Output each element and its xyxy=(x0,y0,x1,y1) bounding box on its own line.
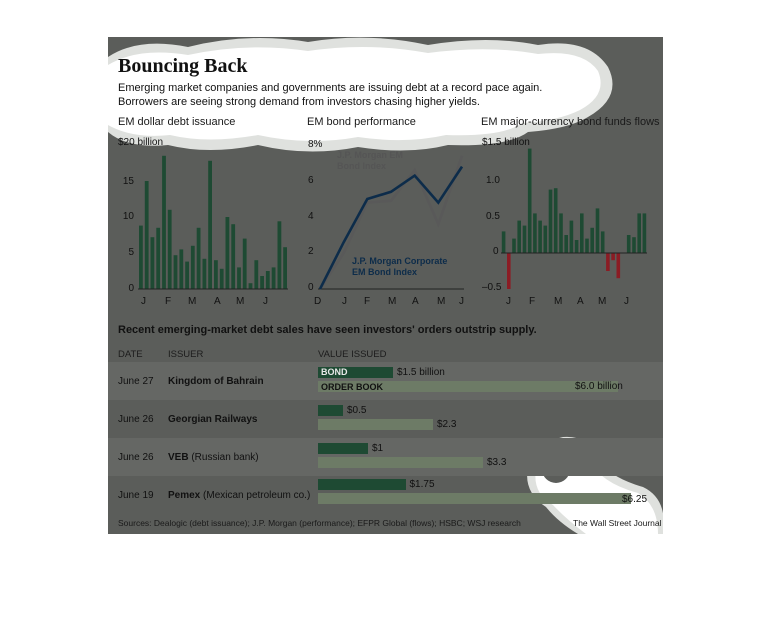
row-issuer-name: Kingdom of Bahrain xyxy=(168,376,264,387)
issuance-bar xyxy=(278,221,282,289)
row-date: June 27 xyxy=(118,376,154,387)
bond-legend-label: BOND xyxy=(321,367,348,377)
issuance-bar xyxy=(197,228,201,289)
flow-bar xyxy=(611,253,615,260)
row-date: June 26 xyxy=(118,414,154,425)
table-row xyxy=(108,476,663,514)
order-book-bar xyxy=(318,419,433,430)
row-issuer xyxy=(168,452,259,463)
issuance-bar xyxy=(220,269,224,289)
row-issuer xyxy=(168,376,264,387)
chart3-unit-label: $1.5 billion xyxy=(482,137,530,148)
flow-bar xyxy=(585,239,589,253)
chart2-unit-label: 8% xyxy=(308,139,323,150)
issuance-bar xyxy=(208,161,212,289)
chart1-xtick: J xyxy=(263,296,268,307)
bond-value-label: $0.5 xyxy=(347,405,367,416)
flow-bar xyxy=(502,231,506,253)
flow-bar xyxy=(570,221,574,253)
chart1-unit-label: $20 billion xyxy=(118,137,164,148)
row-issuer-note: (Russian bank) xyxy=(191,452,259,463)
chart1-ytick: 5 xyxy=(128,247,134,258)
issuance-bar xyxy=(231,224,235,289)
issuance-bar xyxy=(272,267,276,289)
flow-bar xyxy=(559,213,563,253)
chart1-bars xyxy=(138,145,288,295)
row-issuer-name: Georgian Railways xyxy=(168,414,258,425)
issuance-bar xyxy=(260,276,264,289)
issuance-bar xyxy=(156,228,160,289)
row-issuer-note: (Mexican petroleum co.) xyxy=(203,490,311,501)
chart3-ytick: –0.5 xyxy=(482,282,502,293)
flow-bar xyxy=(549,190,553,253)
chart3-ytick: 1.0 xyxy=(486,175,500,186)
flow-bar xyxy=(544,226,548,253)
table-row xyxy=(108,438,663,476)
chart1-ytick: 15 xyxy=(122,176,134,187)
series-label-index: J.P. Morgan EM Bond Index xyxy=(337,150,403,171)
table-row xyxy=(108,362,663,400)
issuance-bar xyxy=(283,247,287,289)
flow-bar xyxy=(554,188,558,253)
issuance-bar xyxy=(145,181,149,289)
chart1-title: EM dollar debt issuance xyxy=(118,116,236,128)
flow-bar xyxy=(643,213,647,253)
chart2-ytick: 0 xyxy=(308,282,314,293)
chart1-xtick: J xyxy=(141,296,146,307)
order-book-value-label: $6.25 xyxy=(622,494,648,505)
order-book-value-label: $3.3 xyxy=(487,457,507,468)
flow-bar xyxy=(596,208,600,253)
chart2-xtick: A xyxy=(412,296,419,307)
issuance-bar xyxy=(243,239,247,289)
order-book-legend-label: ORDER BOOK xyxy=(321,382,384,392)
issuance-bar xyxy=(185,262,189,289)
chart1-xtick: F xyxy=(165,296,172,307)
flow-bar xyxy=(528,149,532,253)
chart1-xtick: M xyxy=(188,296,197,307)
flow-bar xyxy=(580,213,584,253)
order-book-bar xyxy=(318,457,483,468)
table-row xyxy=(108,400,663,438)
flow-bar xyxy=(601,231,605,253)
issuance-bar xyxy=(191,246,195,289)
issuance-bar xyxy=(237,267,241,289)
chart3-xtick: F xyxy=(529,296,536,307)
order-book-bar xyxy=(318,493,631,504)
chart3-xtick: M xyxy=(554,296,563,307)
footer-credit: The Wall Street Journal xyxy=(573,518,662,528)
row-date: June 19 xyxy=(118,490,154,501)
bond-bar xyxy=(318,443,368,454)
chart2-xtick: D xyxy=(314,296,322,307)
page-title: Bouncing Back xyxy=(118,55,248,77)
issuance-bar xyxy=(162,156,166,289)
column-header-value: VALUE ISSUED xyxy=(318,349,387,360)
flow-bar xyxy=(637,213,641,253)
chart2-title: EM bond performance xyxy=(307,116,416,128)
column-header-issuer: ISSUER xyxy=(168,349,204,360)
chart2-ytick: 6 xyxy=(308,175,314,186)
chart2-ytick: 4 xyxy=(308,211,314,222)
row-issuer-name: Pemex xyxy=(168,490,201,501)
row-issuer-name: VEB xyxy=(168,452,189,463)
row-issuer xyxy=(168,490,310,501)
chart2-ytick: 2 xyxy=(308,246,314,257)
order-book-value-label: $2.3 xyxy=(437,419,457,430)
chart1-ytick: 10 xyxy=(122,211,134,222)
row-date: June 26 xyxy=(118,452,154,463)
page-subtitle: Emerging market companies and governments are issuing debt at a record pace again. Borrowers are seeing strong demand from investors chasing higher yields. xyxy=(118,82,543,108)
chart2-xtick: F xyxy=(364,296,371,307)
flow-bar xyxy=(507,253,511,289)
flow-bar xyxy=(606,253,610,271)
flow-bar xyxy=(512,239,516,253)
chart3-ytick: 0 xyxy=(493,246,499,257)
bond-value-label: $1.5 billion xyxy=(397,367,445,378)
flow-bar xyxy=(564,235,568,253)
bond-bar xyxy=(318,479,406,490)
chart3-title: EM major-currency bond funds flows xyxy=(481,116,660,128)
chart2-xtick: J xyxy=(459,296,464,307)
flow-bar xyxy=(590,228,594,253)
chart2-xtick: M xyxy=(388,296,397,307)
issuance-bar xyxy=(266,271,270,289)
bond-value-label: $1 xyxy=(372,443,384,454)
issuance-bar xyxy=(139,226,143,289)
issuance-bar xyxy=(214,260,218,289)
issuance-bar xyxy=(168,210,172,289)
flow-bar xyxy=(632,237,636,253)
issuance-bar xyxy=(203,259,207,289)
chart3-xtick: M xyxy=(598,296,607,307)
issuance-bar xyxy=(254,260,258,289)
column-header-date: DATE xyxy=(118,349,143,360)
issuance-bar xyxy=(249,283,253,289)
chart2-xtick: M xyxy=(437,296,446,307)
issuance-bar xyxy=(174,255,178,289)
chart3-ytick: 0.5 xyxy=(486,211,500,222)
flow-bar xyxy=(523,226,527,253)
flow-bar xyxy=(627,235,631,253)
series-label-corporate: J.P. Morgan Corporate EM Bond Index xyxy=(352,256,448,277)
chart3-bars xyxy=(501,145,651,295)
footer-sources: Sources: Dealogic (debt issuance); J.P. Morgan (performance); EFPR Global (flows); HSBC; WSJ research xyxy=(118,518,521,528)
bond-value-label: $1.75 xyxy=(409,479,435,490)
flow-bar xyxy=(517,221,521,253)
chart1-xtick: A xyxy=(214,296,221,307)
flow-bar xyxy=(538,221,542,253)
flow-bar xyxy=(575,240,579,253)
chart1-xtick: M xyxy=(236,296,245,307)
issuance-bar xyxy=(151,237,155,289)
chart3-xtick: A xyxy=(577,296,584,307)
chart1-ytick: 0 xyxy=(128,283,134,294)
chart3-xtick: J xyxy=(624,296,629,307)
order-book-value-label: $6.0 billion xyxy=(575,381,623,392)
issuance-bar xyxy=(179,249,183,289)
flow-bar xyxy=(617,253,621,278)
table-headline: Recent emerging-market debt sales have seen investors' orders outstrip supply. xyxy=(118,324,537,336)
infographic-panel xyxy=(108,37,663,534)
flow-bar xyxy=(533,213,537,253)
chart2-xtick: J xyxy=(342,296,347,307)
row-issuer xyxy=(168,414,257,425)
chart3-xtick: J xyxy=(506,296,511,307)
bond-bar xyxy=(318,405,343,416)
issuance-bar xyxy=(226,217,230,289)
